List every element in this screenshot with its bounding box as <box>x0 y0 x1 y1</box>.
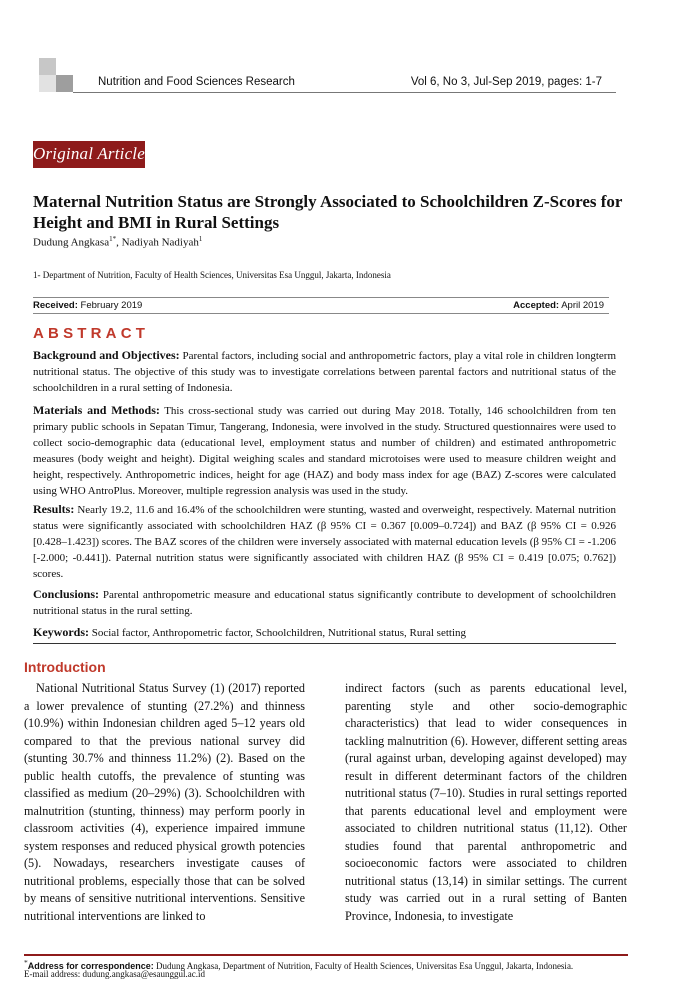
dates-rule-top <box>33 297 609 298</box>
correspondence-text: Dudung Angkasa, Department of Nutrition, Faculty of Health Sciences, Universitas Esa Unggul, Jakarta, Indonesia. <box>156 961 574 971</box>
footnote-rule <box>24 954 628 956</box>
keywords-label: Keywords: <box>33 625 89 639</box>
affiliation: 1- Department of Nutrition, Faculty of Health Sciences, Universitas Esa Unggul, Jakarta, Indonesia <box>33 270 391 280</box>
results-label: Results: <box>33 502 75 516</box>
author-list <box>33 235 202 249</box>
introduction-heading: Introduction <box>24 659 106 675</box>
received-date <box>33 300 142 311</box>
conclusions-text: Parental anthropometric measure and educational status significantly contribute to development of schoolchildren nutritional status in the rural setting. <box>33 589 617 617</box>
accepted-label: Accepted: <box>513 300 560 311</box>
conclusions-label: Conclusions: <box>33 587 100 601</box>
received-value: February 2019 <box>80 300 143 311</box>
author-name: Dudung Angkasa <box>33 236 110 249</box>
methods-label: Materials and Methods: <box>33 403 160 417</box>
introduction-right-column: indirect factors (such as parents educational level, parenting style and other socio-demographic characteristics) that lead to wider consequences in tackling malnutrition (6). However, different setting areas (rural against urban, developing against developed) may result in different determinant factors of the children nutritional status (7–10). Studies in rural settings reported that parents educational level and employment were associated to children nutritional status (11,12). Other studies found that parental anthropometric and socioeconomic factors were associated to children nutritional status (13,14) in similar settings. The current study was carried out in a rural setting of Banten Province, Indonesia, to investigate <box>345 681 627 923</box>
abstract-methods <box>33 402 616 499</box>
header-rule <box>73 92 616 93</box>
background-label: Background and Objectives: <box>33 348 180 362</box>
background-text: Parental factors, including social and anthropometric factors, play a vital role in children longterm nutritional status. The objective of this study was to investigate correlations between parental factors and nutritional status of the schoolchildren in a rural setting of Indonesia. <box>33 350 617 394</box>
methods-text: This cross-sectional study was carried out during May 2018. Totally, 146 schoolchildren from ten primary public schools in Sepatan Timur, Tangerang, Indonesia, were involved in the study. Structured questionnaires were used to collect socio-demographic data (educational level, employment status and number of children) and estimated anthropometric measures (body weight and height). Digital weighing scales and standard microtoises were used to measure children weight and height, respectively. Anthropometric indices, height for age (HAZ) and body mass index for age (BAZ) Z-scores were calculated using WHO AntroPlus. Moreover, multiple regression analysis was used in the study. <box>33 405 616 497</box>
badge-underline <box>33 167 145 168</box>
author-affiliation-marker: 1* <box>109 235 117 243</box>
results-text: Nearly 19.2, 11.6 and 16.4% of the schoolchildren were stunting, wasted and overweight, respectively. Maternal nutrition status were significantly associated with schoolchildren HAZ (β 95% CI = 0.367 [0.009–0.724]) and BAZ (β 95% CI = 0.926 [0.428–1.423]) scores. The BAZ scores of the children were inversely associated with maternal education levels (β 95% CI = -1.206 [-2.000; -0.441]). Paternal nutrition status were significantly associated with children HAZ (β 95% CI = 0.419 [0.075; 0.762]) scores. <box>33 504 616 580</box>
abstract-heading: ABSTRACT <box>33 325 150 342</box>
footnote-marker: * <box>24 958 28 967</box>
article-type-badge: Original Article <box>33 141 145 167</box>
article-title: Maternal Nutrition Status are Strongly Associated to Schoolchildren Z-Scores for Height and BMI in Rural Settings <box>33 192 623 232</box>
header-decor-square <box>39 75 56 92</box>
header-decor-square <box>56 75 73 92</box>
accepted-date <box>513 300 604 311</box>
correspondence-label: Address for correspondence: <box>27 961 154 971</box>
accepted-value: April 2019 <box>561 300 604 311</box>
abstract-bottom-rule <box>33 643 616 644</box>
author-affiliation-marker: 1 <box>198 235 203 243</box>
keywords-text: Social factor, Anthropometric factor, Schoolchildren, Nutritional status, Rural setting <box>91 627 467 639</box>
dates-rule-bottom <box>33 313 609 314</box>
abstract-keywords <box>33 624 616 641</box>
abstract-background <box>33 347 616 396</box>
header-decor-square <box>39 58 56 75</box>
correspondence-email: E-mail address: dudung.angkasa@esaunggul.ac.id <box>24 969 205 979</box>
abstract-conclusions <box>33 586 616 619</box>
received-label: Received: <box>33 300 78 311</box>
author-name: Nadiyah Nadiyah <box>121 236 199 249</box>
journal-name: Nutrition and Food Sciences Research <box>98 76 295 88</box>
abstract-results <box>33 501 616 582</box>
volume-info: Vol 6, No 3, Jul-Sep 2019, pages: 1-7 <box>410 76 602 88</box>
author-separator: , <box>116 236 122 249</box>
introduction-left-column: National Nutritional Status Survey (1) (2017) reported a lower prevalence of stunting (27.2%) and thinness (10.9%) within Indonesian children aged 5–12 years old compared to that the previous national survey did (stunting 30.7% and thinness 11.2%) (2). Based on the public health cutoffs, the prevalence of stunting was classified as medium (20–29%) (3). Schoolchildren with malnutrition (stunting, thinness) may perform poorly in classroom activities (4), experience impaired immune system responses and reduced physical growth potencies (5). Nowadays, researchers investigate causes of nutritional problems, especially those that can be solved by means of sensitive nutritional interventions. Sensitive nutritional interventions are linked to <box>24 681 305 923</box>
